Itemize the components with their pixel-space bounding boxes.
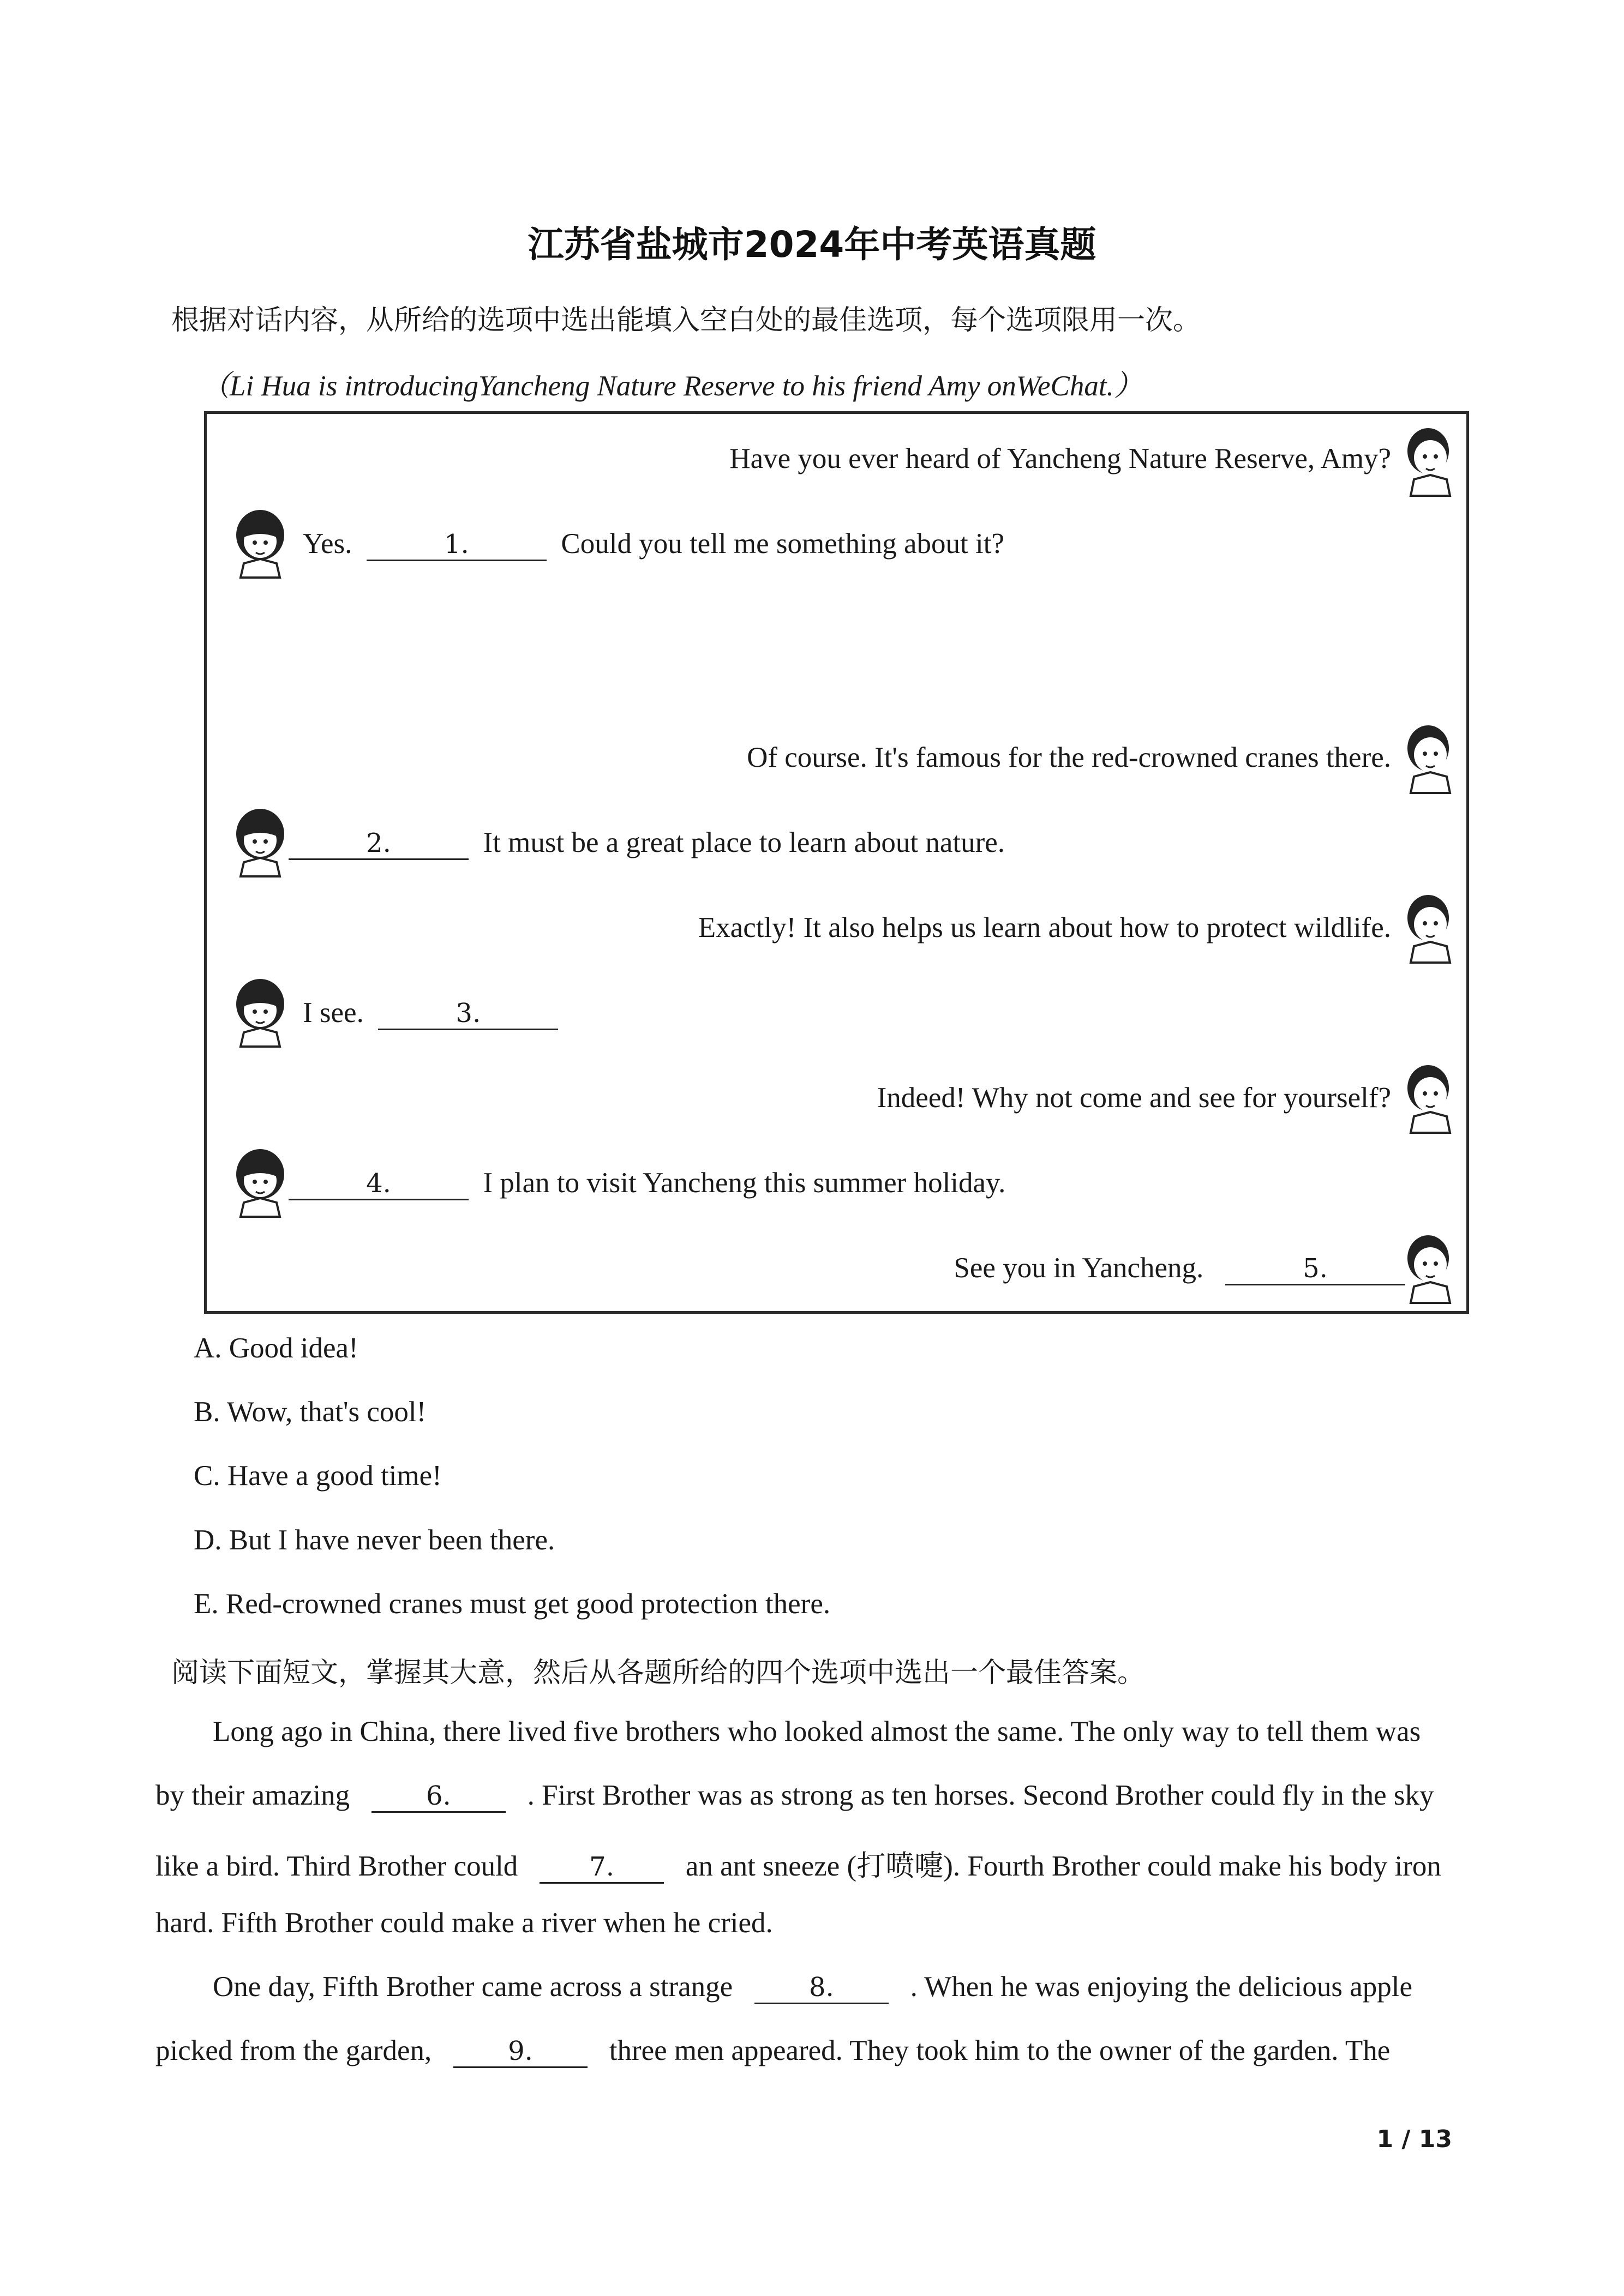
dialog-context: （Li Hua is introducingYancheng Nature Reserve to his friend Amy onWeChat.） <box>201 370 1143 402</box>
passage-line: like a bird. Third Brother could 7. an ant sneeze (打喷嚏). Fourth Brother could make his body iron <box>155 1843 1441 1884</box>
boy-avatar-icon <box>1398 1232 1462 1304</box>
passage-line: hard. Fifth Brother could make a river when he cried. <box>155 1907 773 1939</box>
blank-7[interactable]: 7. <box>540 1854 664 1884</box>
dialog-line-7: Indeed! Why not come and see for yourself? <box>877 1082 1391 1114</box>
dialog-line-4: 2. It must be a great place to learn about nature. <box>289 826 1005 860</box>
blank-8[interactable]: 8. <box>754 1974 889 2004</box>
dialog-line-2: Yes. 1. Could you tell me something about it? <box>303 527 1004 561</box>
option-a: A. Good idea! <box>194 1332 358 1364</box>
blank-9[interactable]: 9. <box>453 2038 588 2068</box>
page-number: 1 / 13 <box>1376 2125 1452 2153</box>
blank-3[interactable]: 3. <box>378 1000 558 1030</box>
boy-avatar-icon <box>1398 425 1462 497</box>
blank-4[interactable]: 4. <box>289 1170 469 1200</box>
boy-avatar-icon <box>1398 722 1462 794</box>
option-d: D. But I have never been there. <box>194 1524 555 1556</box>
dialog-line-1: Have you ever heard of Yancheng Nature Reserve, Amy? <box>729 443 1391 474</box>
option-c: C. Have a good time! <box>194 1460 442 1492</box>
girl-avatar-icon <box>229 507 293 579</box>
blank-5[interactable]: 5. <box>1225 1255 1405 1285</box>
dialog-line-3: Of course. It's famous for the red-crowned cranes there. <box>747 742 1391 773</box>
blank-1[interactable]: 1. <box>367 531 547 561</box>
girl-avatar-icon <box>229 976 293 1048</box>
page-title: 江苏省盐城市2024年中考英语真题 <box>528 224 1096 266</box>
passage-line: One day, Fifth Brother came across a strange 8. . When he was enjoying the delicious apple <box>213 1970 1412 2004</box>
dialog-box <box>204 411 1469 1314</box>
dialog-line-5: Exactly! It also helps us learn about how to protect wildlife. <box>698 912 1391 943</box>
dialog-line-9: See you in Yancheng. 5. <box>954 1252 1405 1285</box>
passage-line: picked from the garden, 9. three men appeared. They took him to the owner of the garden. The <box>155 2034 1390 2068</box>
blank-6[interactable]: 6. <box>371 1783 506 1813</box>
section1-instruction: 根据对话内容，从所给的选项中选出能填入空白处的最佳选项，每个选项限用一次。 <box>171 304 1201 336</box>
dialog-line-8: 4. I plan to visit Yancheng this summer holiday. <box>289 1167 1005 1200</box>
passage-line: by their amazing 6. . First Brother was as strong as ten horses. Second Brother could fly in the sky <box>155 1779 1434 1813</box>
option-b: B. Wow, that's cool! <box>194 1396 427 1428</box>
passage-line: Long ago in China, there lived five brothers who looked almost the same. The only way to tell them was <box>213 1716 1421 1747</box>
boy-avatar-icon <box>1398 892 1462 964</box>
boy-avatar-icon <box>1398 1062 1462 1134</box>
girl-avatar-icon <box>229 806 293 877</box>
dialog-line-6: I see. 3. <box>303 996 558 1030</box>
option-e: E. Red-crowned cranes must get good protection there. <box>194 1588 831 1620</box>
section2-instruction: 阅读下面短文，掌握其大意，然后从各题所给的四个选项中选出一个最佳答案。 <box>171 1657 1146 1689</box>
girl-avatar-icon <box>229 1146 293 1218</box>
blank-2[interactable]: 2. <box>289 830 469 860</box>
